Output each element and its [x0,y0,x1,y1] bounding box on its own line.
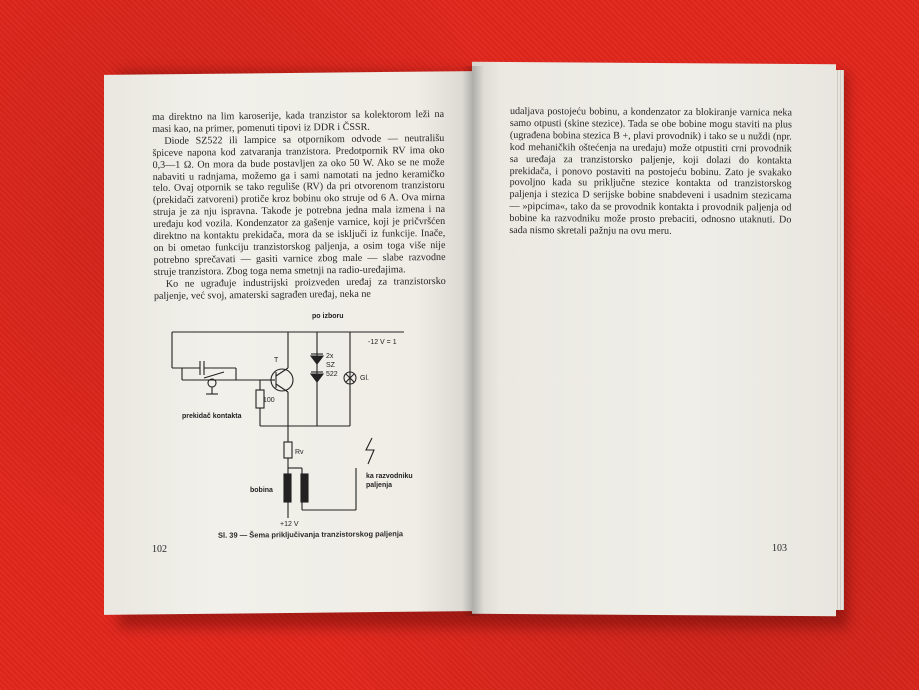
label-paljenja: paljenja [366,482,393,489]
label-prekidac: prekidač kontakta [182,413,242,420]
label-gl: Gl. [360,375,369,382]
label-razvodnik: ka razvodniku [366,473,413,480]
label-voltage-top: -12 V = 1 [368,339,397,346]
left-page-text [152,109,446,303]
label-522: 522 [326,371,338,378]
label-2x: 2x [326,353,334,360]
label-rv: Rv [295,449,304,456]
figure-caption: Sl. 39 — Šema priključivanja tranzistorskog paljenja [217,529,404,540]
right-page-text [509,106,792,238]
label-po-izboru: po izboru [312,313,344,320]
left-paragraph-3: Ko ne ugrađuje industrijski proizveden uređaj za tranzistorsko paljenje, već svoj, amaterski sagrađen uređaj, neka ne [153,275,446,302]
label-bobina: bobina [250,487,273,494]
book-gutter [462,66,484,616]
right-paragraph-1: udaljava postojeću bobinu, a kondenzator za blokiranje varnica neka samo otpusti (skine stezice). Tada se obe bobine mogu staviti na plus (ugrađena bobina stezica B +, plavi provodnik) i tako se u nuždi (npr. kod mehaničkih oštećenja na uređaju) može otpustiti crni provodnik sa uređaja za tranzistorsko paljenje, koji dolazi do kontakta prekidača, i ponovo postaviti na postojeću bobinu. Zato je svakako povoljno kada su priključne stezice kontakta od tranzistorskog paljenja i stezica D serijske bobine snabdeveni i usadnim stezicama — »pipcima«, tako da se provodnik kontakta i provodnik paljenja od bobine ka razvodniku može prosto prebaciti, odnosno utaknuti. Do sada nismo skretali pažnju na ovu meru. [509,106,792,237]
label-sz: SZ [326,362,335,369]
circuit-diagram [160,306,460,530]
label-plus12: +12 V [280,521,299,528]
left-paragraph-2: Diode SZ522 ili lampice sa otpornikom odvode — neutrališu špiceve napona kod zatvaranja tranzistora. Predotpornik RV ima oko 0,3—1 Ω. On mora da bude postavljen za oko 50 W. Ako se ne može nabaviti u radnjama, možemo ga i sami namotati na jedno keramičko telo. Ovaj otpornik se tako reguliše (RV) da pri otvorenom tranzistoru (prekidači zatvoreni) protiče kroz bobinu oko struje od 6 A. Ova mirna struja je za nju ispravna. Takođe je potrebna jedna mala izmena i na uređaju kod vozila. Kondenzator za gašenje varnice, koji je pričvršćen direktno na kontaktu prekidača, mora da se isključi iz funkcije. Inače, on bi ometao funkciju tranzistorskog paljenja, a osim toga više nije potrebno sprečavati — gasiti varnice zbog male — slabe razvodne struje tranzistora. Zbog toga nema smetnji na radio-uređajima. [152,132,446,278]
label-100: 100 [263,397,275,404]
label-transistor: T [274,357,279,364]
right-page-number: 103 [772,543,787,554]
left-paragraph-1: ma direktno na lim karoserije, kada tranzistor sa kolektorom leži na masi kao, na primer, pomenuti tipovi iz DDR i ČSSR. [152,108,445,135]
left-page-number: 102 [152,544,167,555]
